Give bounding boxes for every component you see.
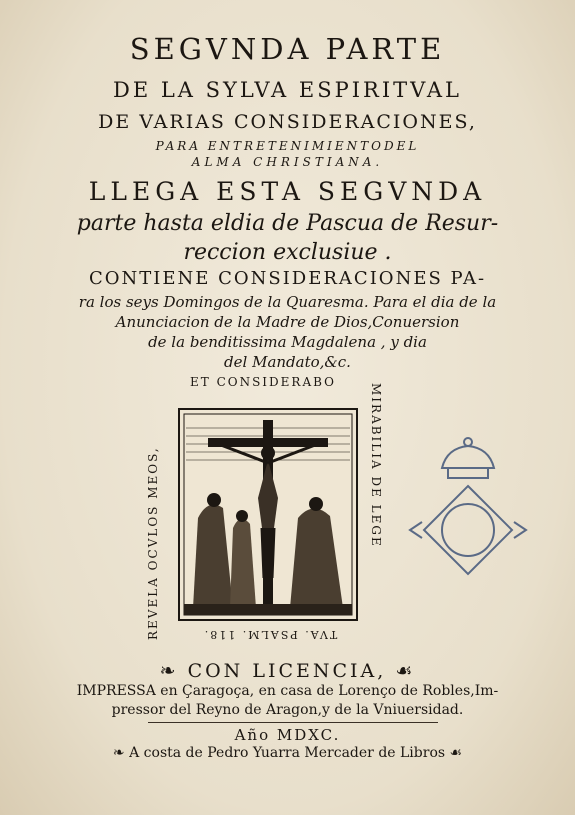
title-line-4: PARA ENTRETENIMIENTODEL [155, 139, 420, 153]
contents-line-5: del Mandato,&c. [224, 353, 351, 371]
subtitle-line-2: parte hasta eldia de Pascua de Resur- [76, 211, 499, 236]
subtitle-line-1: LLEGA ESTA SEGVNDA [88, 177, 487, 206]
title-line-1: SEGVNDA PARTE [129, 32, 446, 66]
contents-line-1: CONTIENE CONSIDERACIONES PA- [88, 268, 487, 289]
motto-bottom: TVA. PSALM. 118. [202, 628, 338, 641]
title-line-3: DE VARIAS CONSIDERACIONES, [98, 111, 477, 133]
cost-line: ❧ A costa de Pedro Yuarra Mercader de Libros ☙ [112, 745, 463, 761]
title-line-5: ALMA CHRISTIANA. [191, 155, 384, 169]
motto-left: REVELA OCVLOS MEOS, [146, 446, 160, 640]
fleuron-left-icon: ❧ [112, 745, 130, 761]
year-line: Año MDXC. [234, 726, 341, 744]
fleuron-right-icon: ☙ [386, 660, 416, 682]
contents-line-2: ra los seys Domingos de la Quaresma. Para el dia de la [78, 293, 497, 311]
motto-right: MIRABILIA DE LEGE [369, 383, 383, 548]
contents-line-4: de la benditissima Magdalena , y dia [148, 333, 427, 351]
library-stamp-seal [402, 428, 534, 588]
subtitle-line-3: reccion exclusiue . [183, 240, 392, 265]
printer-line-2: pressor del Reyno de Aragon,y de la Vniuersidad. [111, 702, 464, 718]
fleuron-left-icon: ❧ [159, 660, 188, 682]
contents-line-3: Anunciacion de la Madre de Dios,Conuersion [115, 313, 460, 331]
crucifixion-woodcut [178, 408, 358, 621]
printer-line-1: IMPRESSA en Çaragoça, en casa de Lorenço de Robles,Im- [76, 683, 499, 699]
divider-rule [148, 722, 438, 723]
title-line-2: DE LA SYLVA ESPIRITVAL [112, 78, 463, 102]
motto-top: ET CONSIDERABO [189, 375, 337, 389]
fleuron-right-icon: ☙ [445, 745, 463, 761]
license-line: ❧ CON LICENCIA, ☙ [159, 660, 416, 682]
